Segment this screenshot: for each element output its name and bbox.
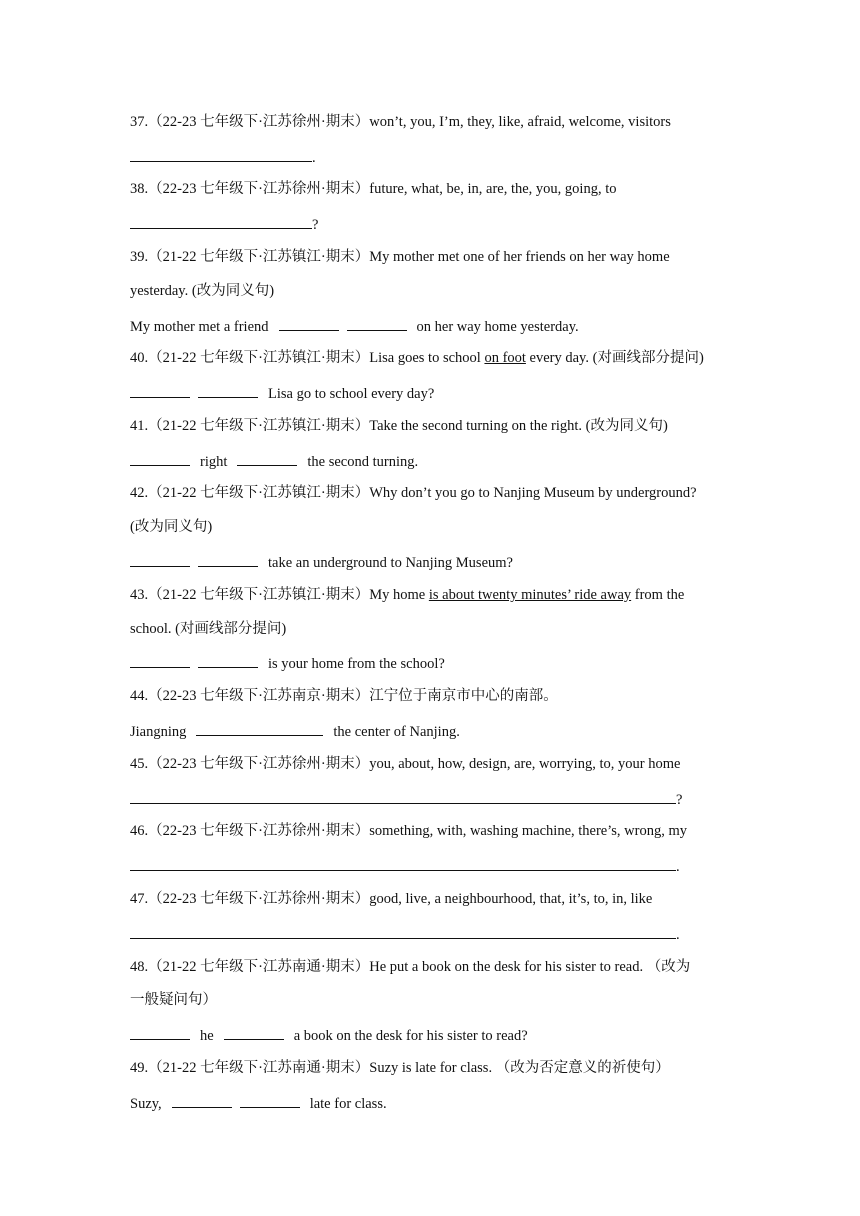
answer-blank[interactable] — [130, 552, 190, 567]
answer-blank[interactable] — [172, 1093, 232, 1108]
question-48 — [130, 958, 732, 976]
question-text-cont: (改为同义句) — [130, 519, 213, 535]
answer-text: on her way home yesterday. — [416, 319, 579, 335]
answer-line-45 — [130, 789, 732, 809]
question-text: Why don’t you go to Nanjing Museum by underground? — [369, 485, 697, 501]
answer-text: the center of Nanjing. — [333, 724, 460, 740]
question-text: Lisa goes to school — [369, 350, 485, 366]
underlined-phrase: on foot — [484, 350, 526, 366]
question-source: （21-22 七年级下·江苏镇江·期末） — [148, 249, 370, 265]
question-41 — [130, 417, 732, 435]
question-43-cont — [130, 620, 732, 638]
question-46 — [130, 822, 732, 840]
answer-text: is your home from the school? — [268, 656, 445, 672]
question-number: 49. — [130, 1060, 149, 1076]
question-text: Suzy is late for class. （改为否定意义的祈使句） — [369, 1060, 670, 1076]
answer-line-48 — [130, 1025, 732, 1045]
answer-blank[interactable] — [130, 383, 190, 398]
question-44 — [130, 687, 732, 705]
question-39 — [130, 248, 732, 266]
question-number: 43. — [130, 587, 149, 603]
answer-line-47 — [130, 924, 732, 944]
answer-text: he — [200, 1028, 214, 1044]
answer-blank[interactable] — [198, 383, 258, 398]
question-number: 39. — [130, 249, 149, 265]
answer-blank[interactable] — [130, 147, 312, 162]
answer-blank[interactable] — [130, 924, 676, 939]
answer-end: ? — [312, 217, 319, 233]
answer-blank[interactable] — [279, 316, 339, 331]
answer-blank[interactable] — [240, 1093, 300, 1108]
question-source: （22-23 七年级下·江苏徐州·期末） — [148, 891, 370, 907]
question-number: 41. — [130, 418, 149, 434]
question-number: 38. — [130, 181, 149, 197]
question-text: Take the second turning on the right. (改为同义句) — [369, 418, 668, 434]
answer-text: the second turning. — [307, 454, 419, 470]
question-source: （22-23 七年级下·江苏徐州·期末） — [148, 756, 370, 772]
question-text: My home — [369, 587, 429, 603]
answer-line-39 — [130, 316, 732, 336]
answer-line-37 — [130, 147, 732, 167]
question-42-cont — [130, 518, 732, 536]
answer-blank[interactable] — [347, 316, 407, 331]
answer-line-38 — [130, 214, 732, 234]
answer-line-46 — [130, 856, 732, 876]
answer-text: Suzy, — [130, 1096, 162, 1112]
answer-end: . — [676, 859, 680, 875]
question-source: （21-22 七年级下·江苏镇江·期末） — [148, 485, 370, 501]
question-source: （21-22 七年级下·江苏镇江·期末） — [148, 418, 370, 434]
question-text-cont: yesterday. (改为同义句) — [130, 283, 275, 299]
question-source: （21-22 七年级下·江苏镇江·期末） — [148, 350, 370, 366]
question-number: 47. — [130, 891, 149, 907]
question-38 — [130, 180, 732, 198]
answer-line-44 — [130, 721, 732, 741]
question-text: you, about, how, design, are, worrying, to, your home — [369, 756, 681, 772]
question-number: 45. — [130, 756, 149, 772]
question-text: won’t, you, I’m, they, like, afraid, welcome, visitors — [369, 114, 671, 130]
question-text-cont: school. (对画线部分提问) — [130, 621, 287, 637]
question-source: （22-23 七年级下·江苏徐州·期末） — [148, 181, 370, 197]
question-source: （22-23 七年级下·江苏徐州·期末） — [148, 114, 370, 130]
answer-blank[interactable] — [130, 214, 312, 229]
answer-text: take an underground to Nanjing Museum? — [268, 555, 513, 571]
answer-blank[interactable] — [198, 653, 258, 668]
question-text: 江宁位于南京市中心的南部。 — [369, 688, 558, 704]
answer-text: Lisa go to school every day? — [268, 386, 435, 402]
question-text: good, live, a neighbourhood, that, it’s, to, in, like — [369, 891, 653, 907]
answer-end: . — [312, 150, 316, 166]
question-text: He put a book on the desk for his sister to read. （改为 — [369, 959, 691, 975]
question-text-cont: 一般疑问句） — [130, 992, 217, 1008]
question-source: （21-22 七年级下·江苏南通·期末） — [148, 1060, 370, 1076]
question-number: 40. — [130, 350, 149, 366]
answer-text: My mother met a friend — [130, 319, 269, 335]
answer-blank[interactable] — [130, 789, 676, 804]
question-39-cont — [130, 282, 732, 300]
question-text: from the — [631, 587, 685, 603]
question-number: 37. — [130, 114, 149, 130]
question-42 — [130, 484, 732, 502]
answer-blank[interactable] — [196, 721, 323, 736]
question-47 — [130, 890, 732, 908]
answer-blank[interactable] — [198, 552, 258, 567]
answer-end: ? — [676, 792, 683, 808]
question-number: 46. — [130, 823, 149, 839]
question-number: 42. — [130, 485, 149, 501]
question-source: （21-22 七年级下·江苏镇江·期末） — [148, 587, 370, 603]
answer-text: right — [200, 454, 228, 470]
question-49 — [130, 1059, 732, 1077]
question-number: 48. — [130, 959, 149, 975]
answer-line-41 — [130, 451, 732, 471]
question-source: （22-23 七年级下·江苏南京·期末） — [148, 688, 370, 704]
answer-text: a book on the desk for his sister to read? — [293, 1028, 528, 1044]
underlined-phrase: is about twenty minutes’ ride away — [428, 587, 632, 603]
question-text: something, with, washing machine, there’s, wrong, my — [369, 823, 687, 839]
question-48-cont — [130, 991, 732, 1009]
answer-line-42 — [130, 552, 732, 572]
question-43 — [130, 586, 732, 604]
question-text: My mother met one of her friends on her way home — [369, 249, 670, 265]
answer-blank[interactable] — [224, 1025, 284, 1040]
question-37 — [130, 113, 732, 131]
answer-blank[interactable] — [237, 451, 297, 466]
question-40 — [130, 349, 732, 367]
answer-line-40 — [130, 383, 732, 403]
answer-blank[interactable] — [130, 653, 190, 668]
answer-end: . — [676, 927, 680, 943]
question-text: future, what, be, in, are, the, you, going, to — [369, 181, 617, 197]
answer-line-49 — [130, 1093, 732, 1113]
answer-blank[interactable] — [130, 451, 190, 466]
answer-blank[interactable] — [130, 856, 676, 871]
question-45 — [130, 755, 732, 773]
question-number: 44. — [130, 688, 149, 704]
question-source: （22-23 七年级下·江苏徐州·期末） — [148, 823, 370, 839]
answer-text: late for class. — [309, 1096, 387, 1112]
question-source: （21-22 七年级下·江苏南通·期末） — [148, 959, 370, 975]
question-text: every day. (对画线部分提问) — [525, 350, 704, 366]
answer-text: Jiangning — [130, 724, 187, 740]
answer-line-43 — [130, 653, 732, 673]
answer-blank[interactable] — [130, 1025, 190, 1040]
